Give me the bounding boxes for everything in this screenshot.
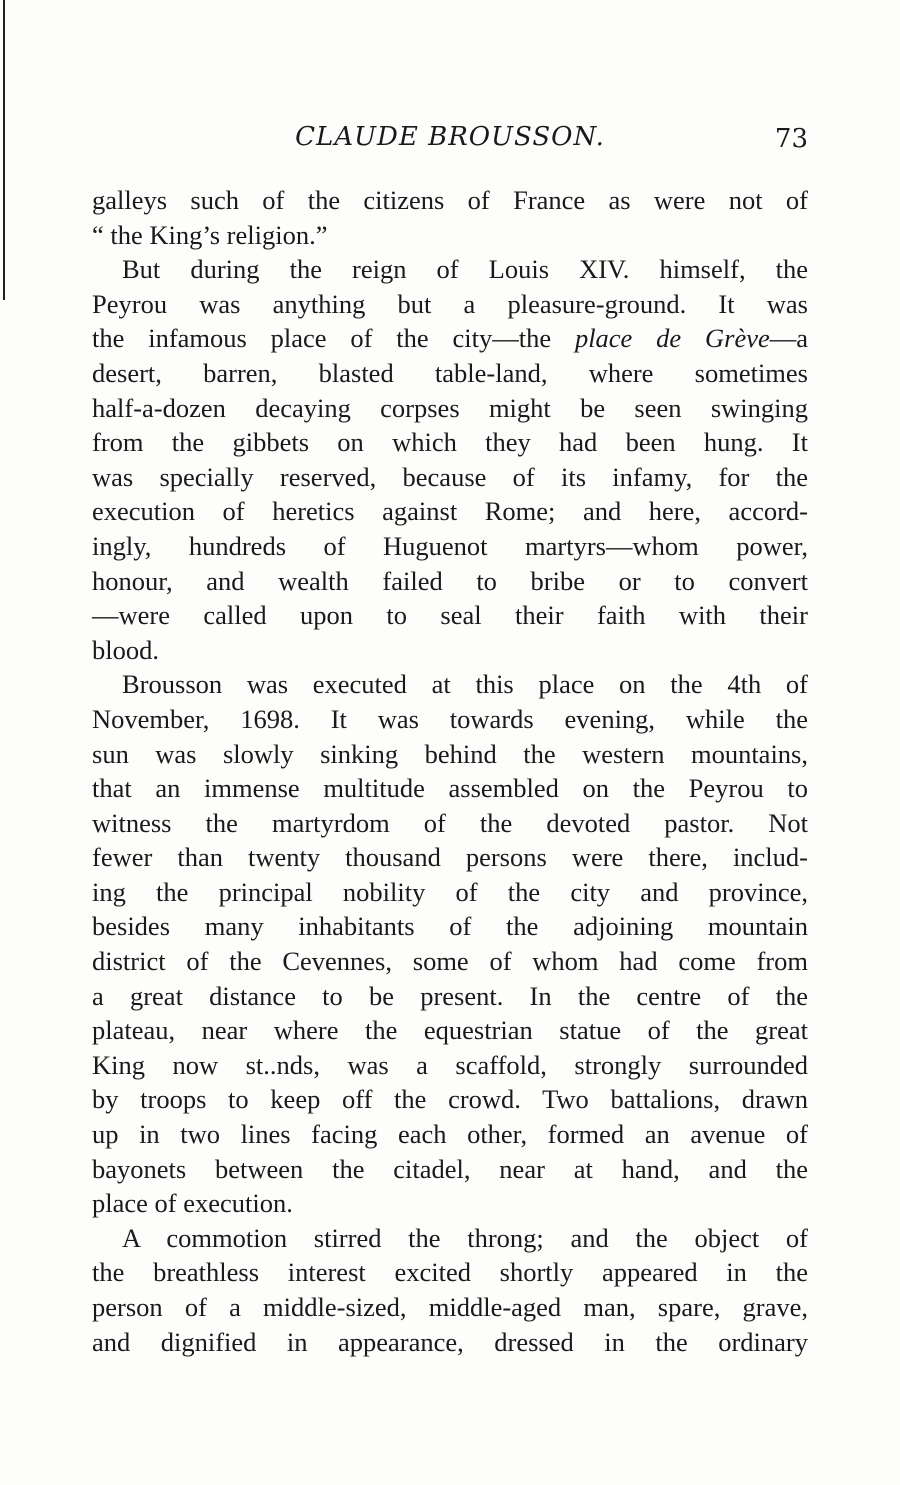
text-line: from the gibbets on which they had been hung. It <box>92 427 808 458</box>
text-line: up in two lines facing each other, formed an avenue of <box>92 1119 808 1150</box>
italic-phrase: place de Grève <box>574 323 770 354</box>
text-line: “ the King’s religion.” <box>92 219 328 250</box>
text-line: But during the reign of Louis XIV. himself, the <box>122 254 808 285</box>
paragraph <box>92 667 808 1221</box>
text-line: King now st..nds, was a scaffold, strongly surrounded <box>92 1049 808 1080</box>
text-line: ingly, hundreds of Huguenot martyrs—whom power, <box>92 530 808 561</box>
text-line: fewer than twenty thousand persons were there, includ- <box>92 842 808 873</box>
body-text <box>92 183 808 1359</box>
text-line-with-italic: the infamous place of the city—the place de Grève—a <box>92 323 808 354</box>
text-line: galleys such of the citizens of France as were not of <box>92 185 808 215</box>
text-line: blood. <box>92 634 159 665</box>
text-line: Brousson was executed at this place on the 4th of <box>122 669 808 700</box>
page-header <box>92 122 808 162</box>
text-line: honour, and wealth failed to bribe or to convert <box>92 565 808 596</box>
paragraph <box>92 252 808 667</box>
text-line: a great distance to be present. In the centre of the <box>92 980 808 1011</box>
text-line: —were called upon to seal their faith with their <box>92 600 808 631</box>
text-line: Peyrou was anything but a pleasure-ground. It was <box>92 288 808 319</box>
paragraph <box>92 183 808 252</box>
text-line: desert, barren, blasted table-land, where sometimes <box>92 357 808 388</box>
text-line: ing the principal nobility of the city and province, <box>92 876 808 907</box>
paragraph <box>92 1221 808 1359</box>
text-line: November, 1698. It was towards evening, while the <box>92 703 808 734</box>
page-number: 73 <box>774 124 808 154</box>
text-line: A commotion stirred the throng; and the object of <box>122 1222 808 1253</box>
text-line: sun was slowly sinking behind the western mountains, <box>92 738 808 769</box>
binding-edge-line <box>3 0 5 300</box>
text-line: plateau, near where the equestrian statue of the great <box>92 1015 808 1046</box>
text-line: was specially reserved, because of its infamy, for the <box>92 461 808 492</box>
text-line: execution of heretics against Rome; and here, accord- <box>92 496 808 527</box>
text-line: the breathless interest excited shortly appeared in the <box>92 1257 808 1288</box>
text-line: person of a middle-sized, middle-aged man, spare, grave, <box>92 1292 808 1322</box>
text-line: bayonets between the citadel, near at hand, and the <box>92 1153 808 1184</box>
text-line: half-a-dozen decaying corpses might be seen swinging <box>92 392 808 423</box>
running-title: CLAUDE BROUSSON. <box>295 122 605 152</box>
text-line: by troops to keep off the crowd. Two battalions, drawn <box>92 1084 808 1115</box>
text-line: place of execution. <box>92 1188 293 1219</box>
text-line: district of the Cevennes, some of whom had come from <box>92 946 808 977</box>
text-line: besides many inhabitants of the adjoining mountain <box>92 911 808 942</box>
text-line: and dignified in appearance, dressed in the ordinary <box>92 1326 808 1357</box>
text-line: witness the martyrdom of the devoted pastor. Not <box>92 807 808 838</box>
text-line: that an immense multitude assembled on the Peyrou to <box>92 773 808 804</box>
